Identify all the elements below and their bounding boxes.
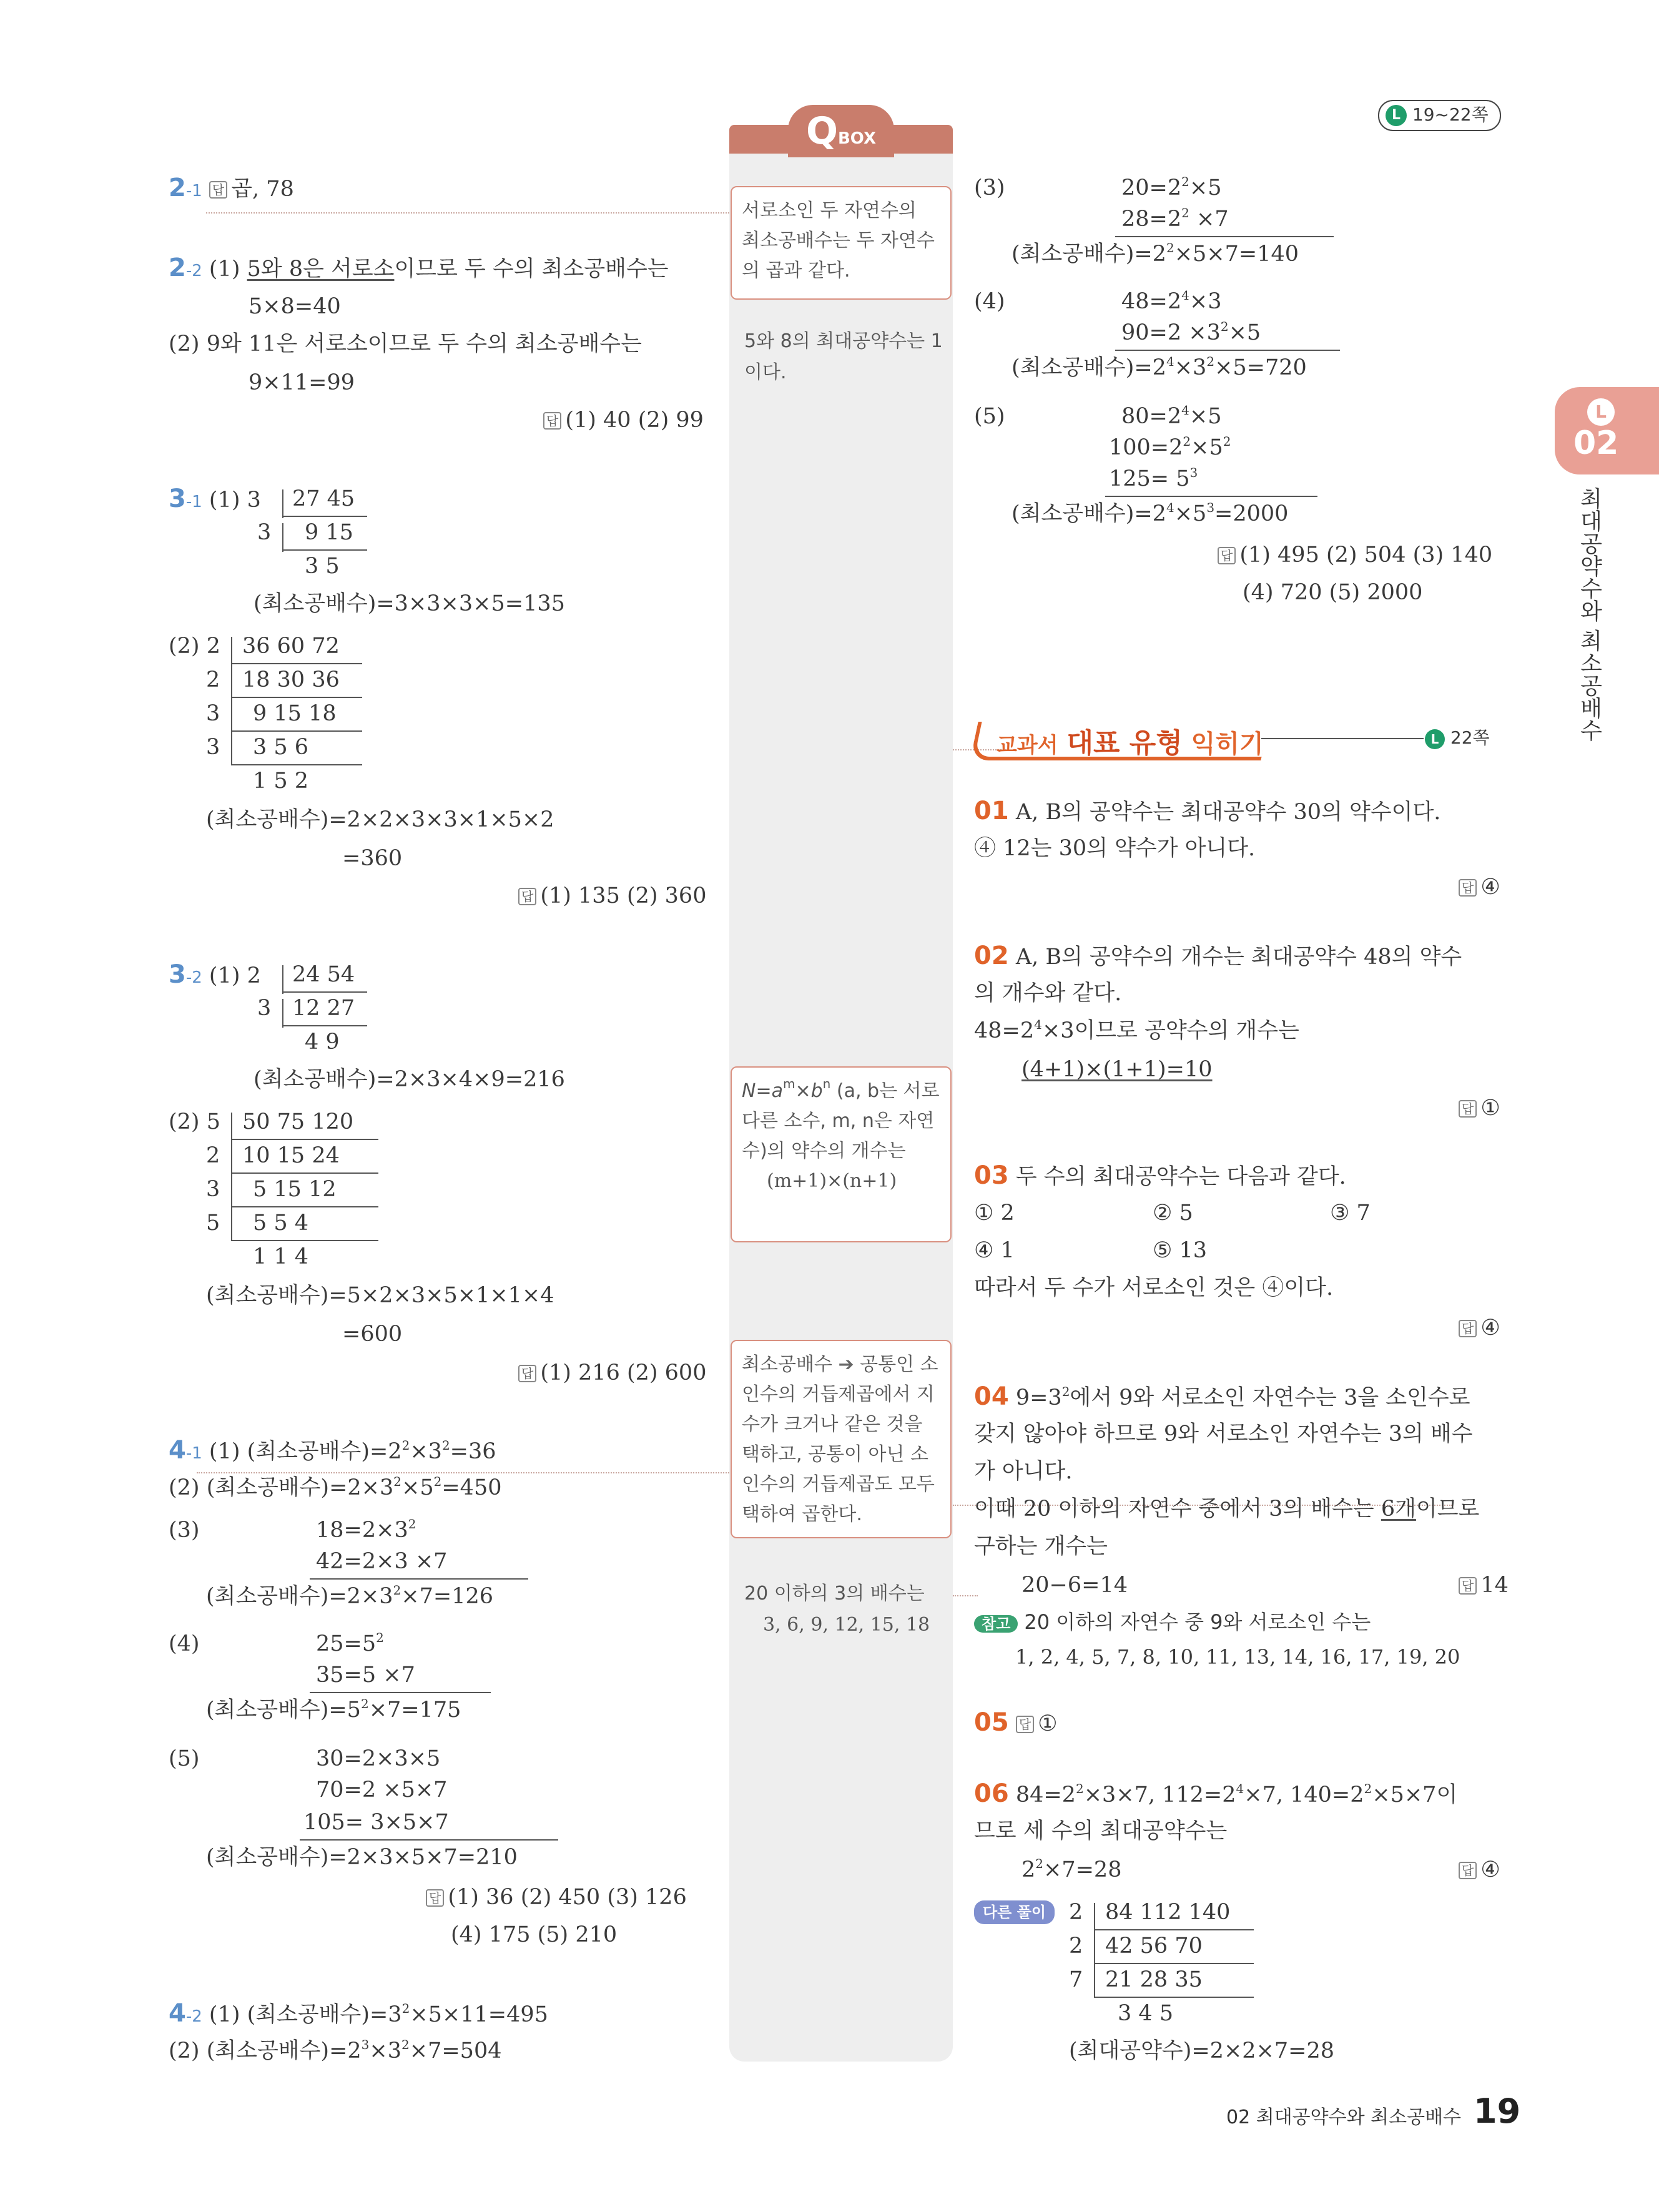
answer-icon: 답 — [209, 181, 227, 199]
answer-line: 답 ④ — [1459, 1856, 1500, 1885]
division-row: 3 5 6 — [253, 735, 309, 760]
question-03: 03 두 수의 최대공약수는 다음과 같다. — [974, 1161, 1346, 1190]
factorization: $80=2^4\times 5$ — [1121, 403, 1222, 429]
divisor: 2 — [1069, 1934, 1083, 1959]
part-label: (3) — [169, 1518, 200, 1543]
answer-line: 답 (1) 40 (2) 99 — [543, 406, 704, 435]
l-icon: L — [1386, 105, 1407, 126]
division-row: 42 56 70 — [1105, 1934, 1203, 1959]
text: 이므로 두 수의 최소공배수는 — [394, 257, 669, 282]
multiples-list: 3, 6, 9, 12, 15, 18 — [763, 1614, 930, 1636]
answer-icon: 답 — [1459, 1862, 1477, 1879]
problem-number: 4-2 — [169, 1999, 202, 2028]
connector — [206, 212, 729, 214]
result-line: (최대공약수)=2×2×7=28 — [1069, 2038, 1335, 2063]
qnote-coprime-lcm: 서로소인 두 자연수의 최소공배수는 두 자연수의 곱과 같다. — [731, 186, 952, 300]
problem-number: 4-1 — [169, 1436, 202, 1465]
factorization: 105= 3×5×7 — [303, 1810, 449, 1835]
chapter-side-title: 최대공약수와 최소공배수 — [1577, 487, 1602, 742]
text-line: 따라서 두 수가 서로소인 것은 ④이다. — [974, 1276, 1334, 1300]
text-line: 가 아니다. — [974, 1459, 1073, 1484]
part-label: (5) — [974, 404, 1005, 429]
factorization: $90=2 \times 3^2\times 5$ — [1121, 319, 1261, 345]
page-number: 19 — [1474, 2092, 1521, 2131]
divisor: 7 — [1069, 1967, 1083, 1992]
calc-line: 5×8=40 — [249, 294, 341, 319]
answer-icon: 답 — [543, 412, 561, 430]
text-line: (2) 9와 11은 서로소이므로 두 수의 최소공배수는 — [169, 332, 642, 356]
problem-2-2 — [169, 253, 669, 285]
answer-text: 곱, 78 — [231, 177, 294, 202]
tab-number: 02 — [1573, 425, 1619, 462]
qbox-title — [788, 105, 894, 157]
tab-l-icon: L — [1587, 398, 1615, 426]
part-label: (1) — [209, 257, 247, 282]
text-line: ④ 12는 30의 약수가 아니다. — [974, 836, 1256, 861]
answer-icon: 답 — [1459, 1100, 1477, 1118]
division-row: 27 45 — [292, 486, 355, 511]
answer-icon: 답 — [518, 888, 536, 905]
formula-n: N=a — [742, 1080, 783, 1102]
text-line: 갖지 않아야 하므로 9와 서로소인 자연수는 3의 배수 — [974, 1422, 1473, 1447]
calc-line: 20−6=14 — [1021, 1573, 1128, 1598]
answer-line: 답 (1) 495 (2) 504 (3) 140 — [1218, 541, 1492, 570]
answer-icon: 답 — [518, 1365, 536, 1382]
factorization: 35=5 ×7 — [316, 1663, 415, 1688]
text-line: (2) (최소공배수)$=2^3\times 3^2\times 7=504$ — [169, 2037, 502, 2063]
division-row: 4 9 — [305, 1030, 340, 1054]
reference-list: 1, 2, 4, 5, 7, 8, 10, 11, 13, 14, 16, 17, 19, 20 — [1015, 1645, 1460, 1669]
qnote-divisor-count: $N=a^m\times b^n$ (a, b는 서로 다른 소수, m, n은 자연수)의 약수의 개수는 (m+1)×(n+1) — [731, 1066, 952, 1242]
factorization: $48=2^4\times 3$ — [1121, 288, 1222, 314]
text-line: 구하는 개수는 — [974, 1534, 1108, 1559]
text-line: $48=2^4\times 3$이므로 공약수의 개수는 — [974, 1017, 1299, 1043]
answer-line: 답 ④ — [1459, 1314, 1500, 1343]
result-line: =360 — [342, 846, 403, 871]
question-06: 06 $84=2^2\times 3\times 7$, $112=2^4\times 7$, $140=2^2\times 5\times 7$이 — [974, 1779, 1458, 1808]
result-line: (최소공배수)$=2\times 3^2\times 7=126$ — [206, 1583, 494, 1609]
divisor: (2) 2 — [169, 634, 220, 659]
formula-desc: (a, b는 서로 다른 소수, m, n은 자연수)의 약수의 개수는 — [742, 1080, 940, 1162]
division-row: 5 5 4 — [253, 1211, 309, 1236]
qbox-box: BOX — [837, 129, 877, 148]
problem-2-1 — [169, 174, 294, 205]
heading-ref: L 22쪽 — [1425, 724, 1490, 749]
answer-line: (4) 720 (5) 2000 — [1243, 580, 1423, 605]
option: ② 5 — [1153, 1201, 1193, 1226]
option: ① 2 — [974, 1201, 1015, 1226]
text-line: 므로 세 수의 최대공약수는 — [974, 1819, 1228, 1844]
qnote-multiples-of-3 — [744, 1578, 944, 1641]
answer-line: (4) 175 (5) 210 — [451, 1922, 618, 1947]
text-line: 의 개수와 같다. — [974, 981, 1122, 1006]
underlined-text: 5와 8은 서로소 — [247, 257, 395, 282]
reference-tag: 참고 — [974, 1615, 1018, 1633]
divisor: 3 — [206, 735, 220, 760]
question-01: 01 A, B의 공약수는 최대공약수 30의 약수이다. — [974, 797, 1441, 825]
divisor: (1) 3 — [209, 488, 261, 513]
reference-note: 참고 20 이하의 자연수 중 9와 서로소인 수는 — [974, 1608, 1371, 1638]
result-line: (최소공배수)=2×2×3×3×1×5×2 — [206, 807, 554, 832]
division-row: 50 75 120 — [242, 1109, 354, 1134]
l-icon: L — [1425, 729, 1445, 749]
formula-result: (m+1)×(n+1) — [767, 1170, 897, 1192]
lcm-label: 최소공배수 — [742, 1354, 832, 1375]
factorization: $125= 5^3$ — [1109, 465, 1198, 491]
factorization: 70=2 ×5×7 — [316, 1777, 448, 1802]
text-line: (2) (최소공배수)$=2\times 3^2\times 5^2=450$ — [169, 1474, 502, 1500]
factorization: 30=2×3×5 — [316, 1746, 441, 1771]
part-label: (5) — [169, 1746, 200, 1771]
text-line: 이때 20 이하의 자연수 중에서 3의 배수는 6개이므로 — [974, 1497, 1480, 1521]
answer-line: 답 ① — [1459, 1094, 1500, 1123]
problem-3-1 — [169, 484, 261, 516]
answer-line: 답 (1) 135 (2) 360 — [518, 882, 706, 911]
divisor: 2 — [206, 667, 220, 692]
answer-icon: 답 — [1459, 879, 1477, 897]
question-02: 02 A, B의 공약수의 개수는 최대공약수 48의 약수 — [974, 941, 1462, 970]
result-line: (최소공배수)=2×3×5×7=210 — [206, 1845, 518, 1870]
page-ref-badge — [1378, 100, 1501, 131]
answer-icon: 답 — [426, 1889, 444, 1907]
divisor: 3 — [206, 701, 220, 726]
arrow-right-icon: ➔ — [838, 1354, 854, 1375]
page-ref-text: 19~22쪽 — [1412, 104, 1489, 125]
division-row: 5 15 12 — [253, 1177, 337, 1202]
division-row: 12 27 — [292, 996, 355, 1021]
answer-icon: 답 — [1459, 1577, 1477, 1595]
question-05: 05 답 ① — [974, 1708, 1058, 1737]
division-row: 9 15 18 — [253, 701, 337, 726]
part-label: (4) — [169, 1631, 200, 1656]
calc-line: (4+1)×(1+1)=10 — [1021, 1057, 1213, 1082]
result-line: (최소공배수)$=2^2\times 5\times 7=140$ — [1012, 240, 1299, 267]
factorization: $100=2^2\times 5^2$ — [1109, 434, 1231, 460]
result-line: (최소공배수)$=2^4\times 3^2\times 5=720$ — [1012, 354, 1307, 380]
division-row: 3 4 5 — [1118, 2001, 1174, 2026]
factorization: $28=2^2 \times 7$ — [1121, 205, 1229, 232]
division-row: 1 5 2 — [253, 769, 309, 794]
option: ③ 7 — [1330, 1201, 1371, 1226]
question-04: 04 $9=3^2$에서 9와 서로소인 자연수는 3을 소인수로 — [974, 1382, 1470, 1411]
division-row: 1 1 4 — [253, 1244, 309, 1269]
division-row: 18 30 36 — [242, 667, 340, 692]
division-row: 21 28 35 — [1105, 1967, 1203, 1992]
divisor: 5 — [206, 1211, 220, 1236]
result-line: (최소공배수)=2×3×4×9=216 — [254, 1067, 565, 1092]
divisor: 2 — [206, 1143, 220, 1168]
divisor: 3 — [257, 520, 272, 545]
divisor: (1) 2 — [209, 963, 261, 988]
answer-icon: 답 — [1459, 1320, 1477, 1337]
answer-icon: 답 — [1016, 1716, 1034, 1733]
multiples-label: 20 이하의 3의 배수는 — [744, 1583, 925, 1605]
result-line: (최소공배수)=3×3×3×5=135 — [254, 591, 565, 616]
option: ④ 1 — [974, 1238, 1015, 1263]
qnote-lcm-rule — [731, 1340, 952, 1538]
result-line: (최소공배수)=5×2×3×5×1×1×4 — [206, 1283, 554, 1308]
problem-number: 3-1 — [169, 484, 202, 513]
division-row: 3 5 — [305, 554, 340, 579]
problem-4-2: 4-2 (1) (최소공배수)$=3^2\times 5\times 11=495$ — [169, 1999, 548, 2028]
result-line: =600 — [342, 1322, 403, 1347]
section-heading — [974, 717, 1511, 767]
division-row: 10 15 24 — [242, 1143, 340, 1168]
division-row: 36 60 72 — [242, 634, 340, 659]
problem-number: 3-2 — [169, 960, 202, 989]
formula-b: ×b — [795, 1080, 823, 1102]
part-label: (3) — [974, 175, 1005, 200]
divisor: 3 — [206, 1177, 220, 1202]
answer-line: 답 14 — [1459, 1571, 1509, 1600]
problem-3-2 — [169, 960, 261, 992]
divisor: 3 — [257, 996, 272, 1021]
calc-line: $2^2\times 7=28$ — [1021, 1856, 1122, 1882]
factorization: $25=5^2$ — [316, 1630, 384, 1656]
option: ⑤ 13 — [1153, 1238, 1208, 1263]
qbox-q: Q — [805, 109, 838, 153]
qnote-gcd-5-8: 5와 8의 최대공약수는 1이다. — [744, 330, 943, 383]
footer-chapter: 02 최대공약수와 최소공배수 — [1226, 2106, 1462, 2128]
lcm-rule-text: 공통인 소인수의 거듭제곱에서 지수가 크거나 같은 것을 택하고, 공통이 아닌 소인수의 거듭제곱도 모두 택하여 곱한다. — [742, 1354, 938, 1525]
connector — [953, 1595, 978, 1596]
calc-line: 9×11=99 — [249, 370, 355, 395]
divisor: (2) 5 — [169, 1109, 220, 1134]
divisor: 2 — [1069, 1900, 1083, 1925]
division-row: 84 112 140 — [1105, 1900, 1231, 1925]
problem-4-1: 4-1 (1) (최소공배수)$=2^2\times 3^2=36$ — [169, 1436, 496, 1465]
result-line: (최소공배수)$=2^4\times 5^3=2000$ — [1012, 500, 1289, 526]
division-row: 24 54 — [292, 962, 355, 987]
factorization: 42=2×3 ×7 — [316, 1549, 448, 1574]
heading-title: 교과서 대표 유형 익히기 — [997, 727, 1264, 759]
answer-icon: 답 — [1218, 547, 1236, 564]
factorization: $18=2\times 3^2$ — [316, 1516, 416, 1543]
division-row: 9 15 — [305, 520, 353, 545]
answer-line: 답 (1) 216 (2) 600 — [518, 1359, 706, 1388]
chapter-tab — [1555, 387, 1659, 474]
result-line: (최소공배수)$=5^2\times 7=175$ — [206, 1696, 461, 1723]
factorization: $20=2^2\times 5$ — [1121, 174, 1222, 200]
part-label: (4) — [974, 289, 1005, 314]
alt-solution-tag: 다른 풀이 — [974, 1900, 1055, 1924]
answer-line: 답 ④ — [1459, 873, 1500, 902]
problem-number: 2-1 — [169, 174, 202, 202]
answer-line: 답 (1) 36 (2) 450 (3) 126 — [426, 1883, 687, 1912]
problem-number: 2-2 — [169, 253, 202, 282]
